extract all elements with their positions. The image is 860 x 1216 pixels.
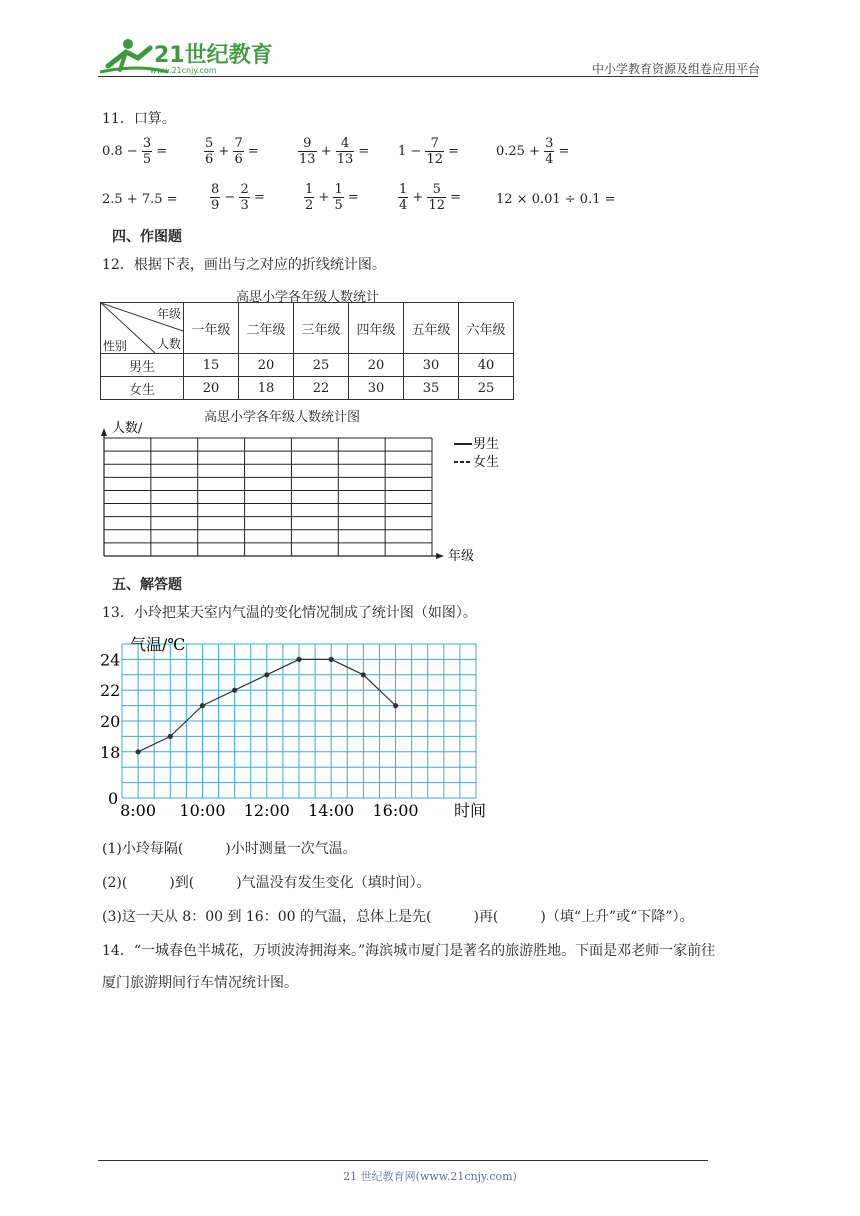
expr-2-3: $\frac{1}{2}$ + $\frac{1}{5}$ = [305, 182, 359, 213]
temperature-point [135, 749, 140, 754]
cell: 18 [239, 377, 294, 400]
expr-2-2: $\frac{8}{9}$ − $\frac{2}{3}$ = [211, 182, 265, 213]
expr-2-4: $\frac{1}{4}$ + $\frac{5}{12}$ = [399, 182, 462, 213]
temperature-line-chart [98, 628, 498, 828]
cell: 25 [459, 377, 514, 400]
footer-divider [98, 1160, 708, 1161]
expr-1-5: 0.25 + $\frac{3}{4}$ = [496, 136, 570, 167]
temperature-point [232, 688, 237, 693]
section-5-heading: 五、解答题 [112, 577, 182, 593]
temp-y-tick-label: 22 [100, 681, 121, 701]
q13-sub2: (2)( )到( )气温没有发生变化（填时间）。 [102, 875, 431, 891]
temp-x-tick-label: 10:00 [179, 801, 226, 820]
temp-y-axis-label: 气温/℃ [130, 635, 186, 654]
expr-1-3: $\frac{9}{13}$ + $\frac{4}{13}$ = [299, 136, 370, 167]
grade-header: 二年级 [239, 303, 294, 354]
row-label: 男生 [101, 354, 184, 377]
temp-x-tick-label: 8:00 [120, 801, 157, 820]
expr-2-5: 12 × 0.01 ÷ 0.1 = [496, 192, 616, 207]
legend-girls: 女生 [473, 455, 500, 470]
table-title: 高思小学各年级人数统计 [236, 290, 380, 305]
q13-sub1: (1)小玲每隔( )小时测量一次气温。 [102, 841, 357, 857]
grade-header: 四年级 [349, 303, 404, 354]
platform-name: 中小学教育资源及组卷应用平台 [591, 62, 760, 76]
grade-header: 三年级 [294, 303, 349, 354]
corner-grade-label: 年级 [156, 307, 181, 321]
cell: 25 [294, 354, 349, 377]
temp-x-tick-label: 14:00 [308, 801, 355, 820]
table-row [101, 377, 514, 400]
expr-1-1: 0.8 − $\frac{3}{5}$ = [102, 136, 168, 167]
cell: 22 [294, 377, 349, 400]
blank-chart-title: 高思小学各年级人数统计图 [204, 410, 361, 425]
row-label: 女生 [101, 377, 184, 400]
grade-header: 一年级 [184, 303, 239, 354]
expr-2-1: 2.5 + 7.5 = [102, 192, 178, 207]
temperature-point [200, 703, 205, 708]
temp-y-tick-label: 24 [100, 650, 121, 670]
blank-x-axis-label: 年级 [448, 549, 475, 564]
cell: 30 [349, 377, 404, 400]
logo-text: 21世纪教育 [154, 43, 273, 68]
q13-label: 13．小玲把某天室内气温的变化情况制成了统计图（如图）。 [102, 605, 477, 621]
blank-line-chart-grid [96, 420, 516, 570]
runner-logo-icon [98, 36, 273, 76]
q12-label: 12．根据下表，画出与之对应的折线统计图。 [102, 257, 386, 273]
corner-count-label: 人数 [156, 337, 181, 351]
q14-line1: 14．“一城春色半城花，万顷波涛拥海来。”海滨城市厦门是著名的旅游胜地。下面是邓老师一家前往 [102, 943, 716, 959]
grade-header: 五年级 [404, 303, 459, 354]
temperature-point [361, 672, 366, 677]
grade-header: 六年级 [459, 303, 514, 354]
cell: 35 [404, 377, 459, 400]
table-row [101, 354, 514, 377]
temp-y-tick-label: 18 [100, 742, 121, 762]
header-divider [98, 76, 758, 77]
temperature-point [393, 703, 398, 708]
temperature-point [168, 734, 173, 739]
footer-text: 21 世纪教育网(www.21cnjy.com) [343, 1170, 517, 1183]
blank-y-axis-label: 人数/ [112, 421, 143, 436]
temp-y-tick-label: 0 [108, 789, 119, 808]
cell: 20 [184, 377, 239, 400]
grade-stats-table [100, 302, 514, 400]
site-logo [98, 36, 273, 76]
corner-gender-label: 性别 [103, 339, 128, 353]
temp-y-tick-label: 20 [100, 712, 121, 731]
cell: 40 [459, 354, 514, 377]
cell: 30 [404, 354, 459, 377]
logo-sub: www.21cnjy.com [150, 66, 217, 75]
q13-sub3: (3)这一天从 8：00 到 16：00 的气温，总体上是先( )再( )（填“上升”或“下降”）。 [102, 909, 694, 925]
cell: 15 [184, 354, 239, 377]
q11-label: 11．口算。 [102, 111, 176, 127]
table-corner-cell [101, 303, 184, 354]
temp-x-tick-label: 16:00 [372, 801, 419, 820]
q14-line2: 厦门旅游期间行车情况统计图。 [102, 975, 298, 991]
temp-x-tick-label: 12:00 [243, 801, 290, 820]
section-4-heading: 四、作图题 [112, 229, 182, 245]
temp-x-axis-label: 时间 [454, 801, 487, 820]
legend-boys: 男生 [473, 437, 500, 452]
expr-1-2: $\frac{5}{6}$ + $\frac{7}{6}$ = [205, 136, 259, 167]
temperature-point [296, 657, 301, 662]
cell: 20 [239, 354, 294, 377]
temperature-point [329, 657, 334, 662]
cell: 20 [349, 354, 404, 377]
expr-1-4: 1 − $\frac{7}{12}$ = [398, 136, 460, 167]
temperature-point [264, 672, 269, 677]
